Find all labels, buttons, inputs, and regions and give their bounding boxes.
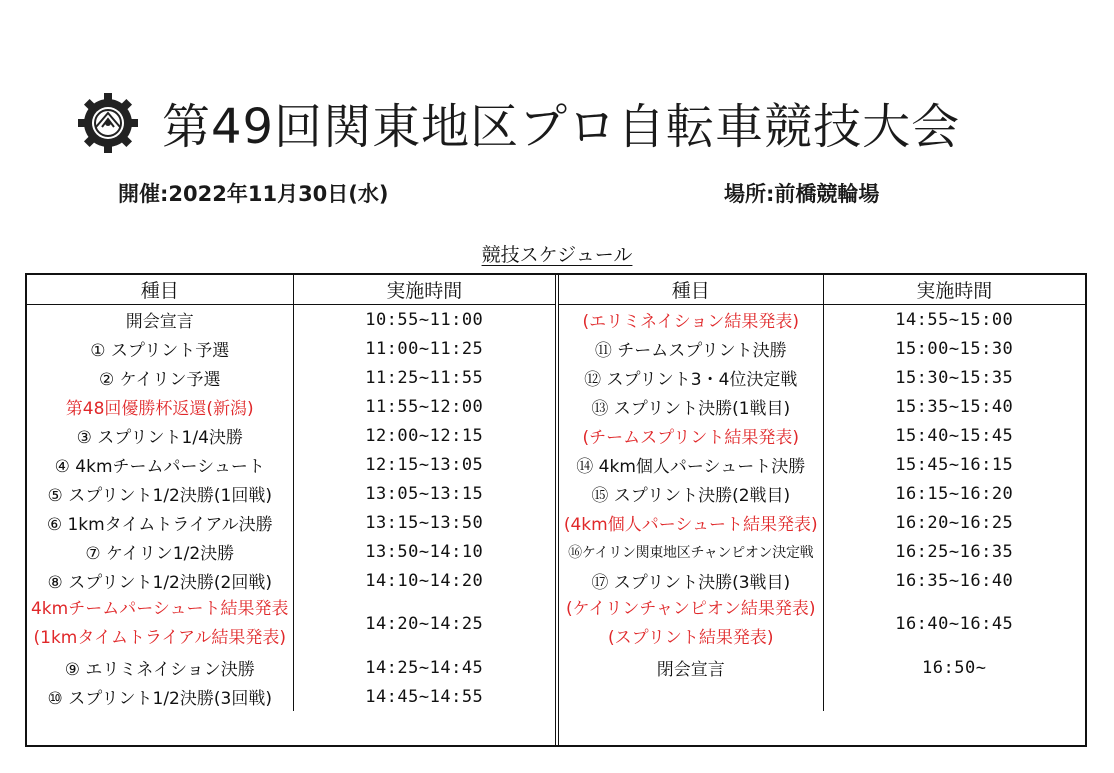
column-header-time: 実施時間 <box>293 275 555 305</box>
event-cell: ⑰ スプリント決勝(3戦目) <box>559 566 823 595</box>
event-cell: ⑬ スプリント決勝(1戦目) <box>559 392 823 421</box>
schedule-row <box>559 595 1085 653</box>
event-cell: ③ スプリント1/4決勝 <box>27 421 293 450</box>
column-header-event: 種目 <box>559 275 823 305</box>
event-venue: 場所:前橋競輪場 <box>724 182 880 206</box>
schedule-row <box>27 595 555 653</box>
event-cell: 閉会宣言 <box>559 653 823 682</box>
header-row <box>27 275 555 305</box>
schedule-row <box>559 363 1085 392</box>
schedule-row <box>559 566 1085 595</box>
schedule-row <box>27 450 555 479</box>
schedule-row <box>27 392 555 421</box>
time-cell: 12:00~12:15 <box>365 425 484 446</box>
time-cell: 11:55~12:00 <box>365 396 484 417</box>
event-cell: ⑯ケイリン関東地区チャンピオン決定戦 <box>559 537 823 566</box>
event-cell: ① スプリント予選 <box>27 334 293 363</box>
time-cell: 15:45~16:15 <box>895 454 1014 475</box>
event-cell: ⑭ 4km個人パーシュート決勝 <box>559 450 823 479</box>
schedule-heading: 競技スケジュール <box>481 244 633 266</box>
time-cell: 15:40~15:45 <box>895 425 1014 446</box>
time-cell: 16:20~16:25 <box>895 512 1014 533</box>
event-cell: ② ケイリン予選 <box>27 363 293 392</box>
time-cell: 15:35~15:40 <box>895 396 1014 417</box>
schedule-row <box>559 392 1085 421</box>
schedule-row <box>27 537 555 566</box>
event-cell: 第48回優勝杯返還(新潟) <box>27 392 293 421</box>
schedule-row <box>27 421 555 450</box>
empty-cell <box>559 682 823 711</box>
time-cell: 12:15~13:05 <box>365 454 484 475</box>
event-cell: ⑦ ケイリン1/2決勝 <box>27 537 293 566</box>
column-header-time: 実施時間 <box>823 275 1085 305</box>
schedule-row <box>27 682 555 711</box>
schedule-row <box>27 305 555 335</box>
gear-wheel-logo-icon <box>76 91 140 155</box>
event-label: 4kmチームパーシュート結果発表 <box>30 599 289 619</box>
header-row <box>559 275 1085 305</box>
time-cell: 14:25~14:45 <box>365 657 484 678</box>
event-cell: ⑩ スプリント1/2決勝(3回戦) <box>27 682 293 711</box>
time-cell: 14:45~14:55 <box>365 686 484 707</box>
empty-row <box>559 682 1085 711</box>
schedule-row <box>559 450 1085 479</box>
event-date: 開催:2022年11月30日(水) <box>118 182 389 206</box>
time-cell: 11:25~11:55 <box>365 367 484 388</box>
event-cell: ⑨ エリミネイション決勝 <box>27 653 293 682</box>
event-label-secondary: (1kmタイムトライアル結果発表) <box>33 628 286 648</box>
time-cell: 13:50~14:10 <box>365 541 484 562</box>
schedule-row <box>559 653 1085 682</box>
schedule-row <box>559 479 1085 508</box>
event-cell <box>559 595 823 653</box>
event-cell: ⑥ 1kmタイムトライアル決勝 <box>27 508 293 537</box>
time-cell: 14:55~15:00 <box>895 309 1014 330</box>
event-label: (ケイリンチャンピオン結果発表) <box>565 599 816 619</box>
schedule-row <box>27 479 555 508</box>
time-cell: 11:00~11:25 <box>365 338 484 359</box>
time-cell: 15:30~15:35 <box>895 367 1014 388</box>
event-cell: (チームスプリント結果発表) <box>559 421 823 450</box>
schedule-row <box>559 421 1085 450</box>
schedule-row <box>559 508 1085 537</box>
schedule-row <box>27 653 555 682</box>
event-cell: ⑮ スプリント決勝(2戦目) <box>559 479 823 508</box>
column-header-event: 種目 <box>27 275 293 305</box>
event-cell: ⑤ スプリント1/2決勝(1回戦) <box>27 479 293 508</box>
schedule-left-table <box>27 275 555 711</box>
page-title: 第49回関東地区プロ自転車競技大会 <box>162 99 961 155</box>
event-cell: (4km個人パーシュート結果発表) <box>559 508 823 537</box>
schedule-row <box>27 566 555 595</box>
time-cell: 14:20~14:25 <box>365 614 484 634</box>
schedule-right-half <box>558 275 1085 745</box>
time-cell: 15:00~15:30 <box>895 338 1014 359</box>
schedule-row <box>559 537 1085 566</box>
time-cell: 13:05~13:15 <box>365 483 484 504</box>
event-cell: (エリミネイション結果発表) <box>559 305 823 335</box>
schedule-row <box>27 334 555 363</box>
schedule-row <box>27 363 555 392</box>
empty-cell <box>823 682 1085 711</box>
schedule-table <box>25 273 1087 747</box>
time-cell: 13:15~13:50 <box>365 512 484 533</box>
event-cell: ④ 4kmチームパーシュート <box>27 450 293 479</box>
time-cell: 16:25~16:35 <box>895 541 1014 562</box>
event-cell <box>27 595 293 653</box>
schedule-row <box>559 305 1085 335</box>
event-label-secondary: (スプリント結果発表) <box>607 628 774 648</box>
time-cell: 14:10~14:20 <box>365 570 484 591</box>
time-cell: 10:55~11:00 <box>365 309 484 330</box>
schedule-left-half <box>27 275 556 745</box>
time-cell: 16:35~16:40 <box>895 570 1014 591</box>
title-row <box>76 88 960 157</box>
time-cell: 16:40~16:45 <box>895 614 1014 634</box>
event-cell: 開会宣言 <box>27 305 293 335</box>
schedule-row <box>27 508 555 537</box>
time-cell: 16:15~16:20 <box>895 483 1014 504</box>
event-cell: ⑧ スプリント1/2決勝(2回戦) <box>27 566 293 595</box>
event-cell: ⑫ スプリント3・4位決定戦 <box>559 363 823 392</box>
schedule-row <box>559 334 1085 363</box>
time-cell: 16:50~ <box>922 657 987 678</box>
event-cell: ⑪ チームスプリント決勝 <box>559 334 823 363</box>
schedule-right-table <box>559 275 1085 711</box>
